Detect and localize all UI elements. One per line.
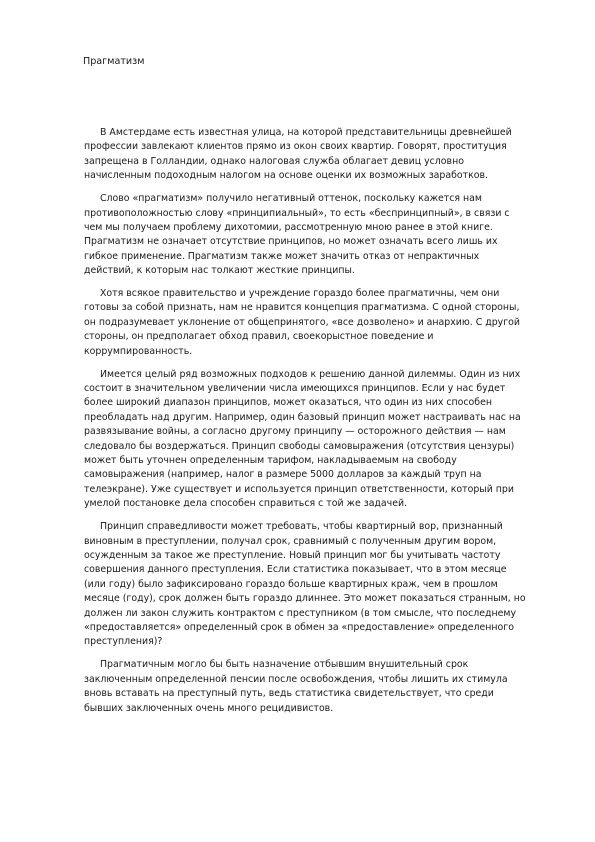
document-body (84, 126, 530, 724)
paragraph-6: Прагматичным могло бы быть назначение отбывшим внушительный срок заключенным определенной пенсии после освобождения, чтобы лишить их стимула вновь вставать на преступный путь, ведь статистика свидетельствует, что среди бывших заключенных очень много рецидивистов. (84, 659, 508, 714)
paragraph-2: Слово «прагматизм» получило негативный оттенок, поскольку кажется нам противоположностью слову «принципиальный», то есть «беспринципный», в связи с чем мы получаем проблему дихотомии, рассмотренную мною ранее в этой книге. Прагматизм не означает отсутствие принципов, но может означать всего лишь их гибкое применение. Прагматизм также может значить отказ от непрактичных действий, к которым нас толкают жесткие принципы. (84, 193, 510, 277)
paragraph-5: Принцип справедливости может требовать, чтобы квартирный вор, признанный виновным в преступлении, получал срок, сравнимый с полученным другим вором, осужденным за такое же преступление. Новый принцип мог бы учитывать частоту совершения данного преступления. Если статистика показывает, что в этом месяце (или году) было зафиксировано гораздо больше квартирных краж, чем в прошлом месяце (году), срок должен быть гораздо длиннее. Это может показаться странным, но должен ли закон служить контрактом с преступником (в том смысле, что последнему «предоставляется» определенный срок в обмен за «предоставление» определенного преступления)? (84, 521, 526, 648)
document-title: Прагматизм (83, 56, 145, 67)
paragraph-1: В Амстердаме есть известная улица, на которой представительницы древнейшей профессии завлекают клиентов прямо из окон своих квартир. Говорят, проституция запрещена в Голландии, однако налоговая служба облагает девиц условно начисленным подоходным налогом на основе оценки их возможных заработков. (84, 127, 512, 182)
paragraph-4: Имеется целый ряд возможных подходов к решению данной дилеммы. Один из них состоит в значительном увеличении числа имеющихся принципов. Если у нас будет более широкий диапазон принципов, может оказаться, что один из них способен преобладать над другим. Например, один базовый принцип может настраивать нас на развязывание войны, а согласно другому принципу — осторожного действия — нам следовало бы воздержаться. Принцип свободы самовыражения (отсутствия цензуры) может быть уточнен определенным тарифом, накладываемым на свободу самовыражения (например, налог в размере 5000 долларов за каждый труп на телеэкране). Уже существует и используется принцип ответственности, который при умелой постановке дела способен справиться с той же задачей. (84, 368, 521, 510)
paragraph-3: Хотя всякое правительство и учреждение гораздо более прагматичны, чем они готовы за собой признать, нам не нравится концепция прагматизма. С одной стороны, он подразумевает уклонение от общепринятого, «все дозволено» и анархию. С другой стороны, он предполагает обход правил, своекорыстное поведение и коррумпированность. (84, 288, 520, 357)
